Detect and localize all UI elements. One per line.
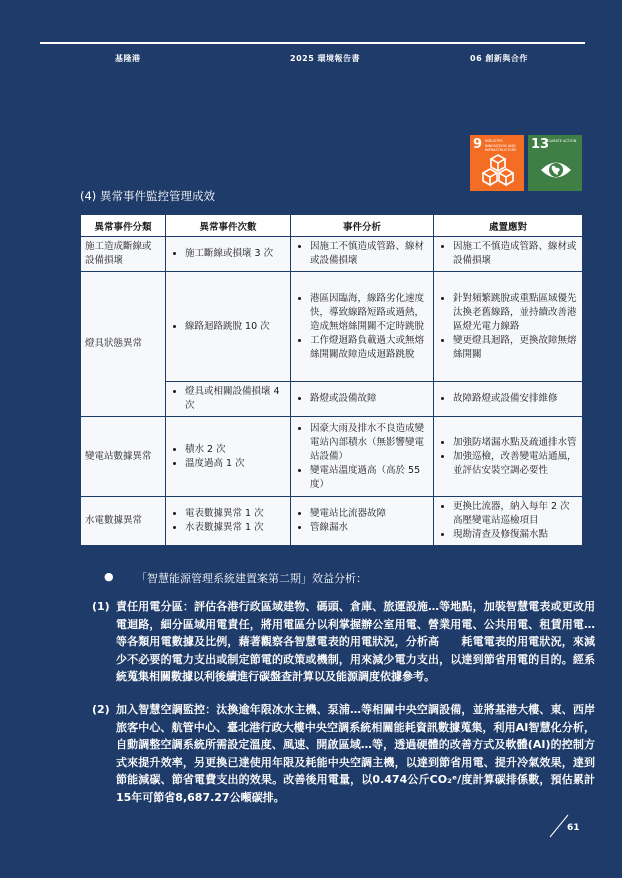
count-cell (166, 272, 291, 382)
sdg-9-number: 9 (473, 137, 483, 152)
list-item: • 施工斷線或損壞 3 次 (185, 247, 285, 261)
table-row (81, 272, 583, 382)
list-item: • 現勘清查及修復漏水點 (453, 528, 577, 542)
cubes-icon (482, 153, 514, 187)
header-chapter: 06 創新與合作 (470, 54, 528, 63)
response-cell (434, 272, 583, 382)
paragraph-number: (1) (92, 600, 110, 613)
list-item: • 積水 2 次 (185, 443, 285, 457)
sdg-9-label: INDUSTRY, INNOVATION AND INFRASTRUCTURE (485, 139, 517, 152)
paragraph-text: 責任用電分區：評估各港行政區域建物、碼頭、倉庫、旅運設施…等地點，加裝智慧電表或更改用電迴路，細分區域用電責任，將用電區分以利掌握辦公室用電、營業用電、公共用電、租賃用電…等各類用電數據及比例，藉著觀察各智慧電表的用電狀況，分析高 耗電電表的用電狀況，來減少不必要的電力支出或制定節電的政策或機制，用來減少電力支出，以達到節省用電的目的。經系統蒐集相關數據以利後續進行碳盤查計算以及能源調度依據參考。 (116, 600, 595, 683)
count-cell (166, 237, 291, 272)
response-cell (434, 497, 583, 546)
category-cell: 水電數據異常 (81, 497, 166, 546)
count-cell (166, 382, 291, 417)
list-item: • 因豪大雨及排水不良造成變電站內部積水（無影響變電站設備） (310, 422, 428, 464)
sdg-13-label: CLIMATE ACTION (547, 139, 577, 143)
sdg-13-badge (528, 135, 582, 191)
column-header: 事件分析 (291, 215, 434, 237)
list-item: • 線路迴路跳脫 10 次 (185, 320, 285, 334)
header-report-title: 2025 環境報告書 (290, 54, 361, 63)
list-item: • 港區因臨海，線路劣化速度快，導致線路短路或過熱，造成無熔絲開關不定時跳脫 (310, 292, 428, 334)
list-item: • 溫度過高 1 次 (185, 457, 285, 471)
list-item: • 更換比流器，納入每年 2 次高壓變電站巡檢項目 (453, 500, 577, 528)
list-item: • 故障路燈或設備安排維修 (453, 392, 577, 406)
list-item: • 因施工不慎造成管路、線材或設備損壞 (310, 240, 428, 268)
abnormal-events-table (80, 214, 583, 546)
eye-globe-icon (540, 155, 572, 185)
category-cell: 施工造成斷線或設備損壞 (81, 237, 166, 272)
column-header: 處置應對 (434, 215, 583, 237)
response-cell (434, 237, 583, 272)
list-item: • 因施工不慎造成管路、線材或設備損壞 (453, 240, 577, 268)
sdg-13-number: 13 (531, 137, 550, 152)
list-item: • 管線漏水 (310, 521, 428, 535)
header-org: 基隆港 (115, 54, 141, 63)
paragraph-number: (2) (92, 703, 110, 716)
table-header-row (81, 215, 583, 237)
page-number: 61 (567, 823, 580, 833)
analysis-cell (291, 497, 434, 546)
column-header: 異常事件分類 (81, 215, 166, 237)
section-title: (4) 異常事件監控管理成效 (80, 189, 215, 203)
analysis-cell (291, 272, 434, 382)
list-item: • 加強巡檢，改善變電站通風，並評估安裝空調必要性 (453, 450, 577, 478)
category-cell: 燈具狀態異常 (81, 272, 166, 417)
count-cell (166, 417, 291, 497)
list-item: • 燈具或相關設備損壞 4 次 (185, 385, 285, 413)
table-row (81, 497, 583, 546)
header-rule (40, 42, 585, 44)
analysis-cell (291, 382, 434, 417)
list-item: • 變電站比流器故障 (310, 507, 428, 521)
sdg-9-badge (470, 135, 524, 191)
benefit-analysis-title: 「智慧能源管理系統建置案第二期」效益分析： (136, 572, 367, 585)
response-cell (434, 382, 583, 417)
column-header: 異常事件次數 (166, 215, 291, 237)
analysis-cell (291, 417, 434, 497)
list-item: • 針對頻繁跳脫或重點區域優先汰換老舊線路，並持續改善港區燈光電力線路 (453, 292, 577, 334)
table-row (81, 237, 583, 272)
category-cell: 變電站數據異常 (81, 417, 166, 497)
count-cell (166, 497, 291, 546)
analysis-cell (291, 237, 434, 272)
list-item: • 變電站溫度過高（高於 55 度） (310, 464, 428, 492)
list-item: • 電表數據異常 1 次 (185, 507, 285, 521)
list-item: • 變更燈具迴路，更換故障無熔絲開關 (453, 334, 577, 362)
bullet-dot: ● (104, 570, 114, 583)
list-item: • 路燈或設備故障 (310, 392, 428, 406)
paragraph-text: 加入智慧空調監控：汰換逾年限冰水主機、泵浦…等相關中央空調設備，並將基港大樓、東、西岸旅客中心、航管中心、臺北港行政大樓中央空調系統相關能耗資訊數據蒐集，利用AI智慧化分析，自動調整空調系統所需設定溫度、風速、開啟區域…等，透過硬體的改善方式及軟體(AI)的控制方式來提升效率，另更換已達使用年限及耗能中央空調主機，以達到節省用電、提升冷氣效果，達到節能減碳、節省電費支出的效果。改善後用電量，以0.474公斤CO₂ᵉ/度計算碳排係數，預估累計15年可節省8,687.27公噸碳排。 (116, 703, 595, 804)
list-item: • 工作燈迴路負載過大或無熔絲開關故障造成迴路跳脫 (310, 334, 428, 362)
table-row (81, 417, 583, 497)
list-item: • 加強防堵漏水點及疏通排水管 (453, 436, 577, 450)
list-item: • 水表數據異常 1 次 (185, 521, 285, 535)
response-cell (434, 417, 583, 497)
